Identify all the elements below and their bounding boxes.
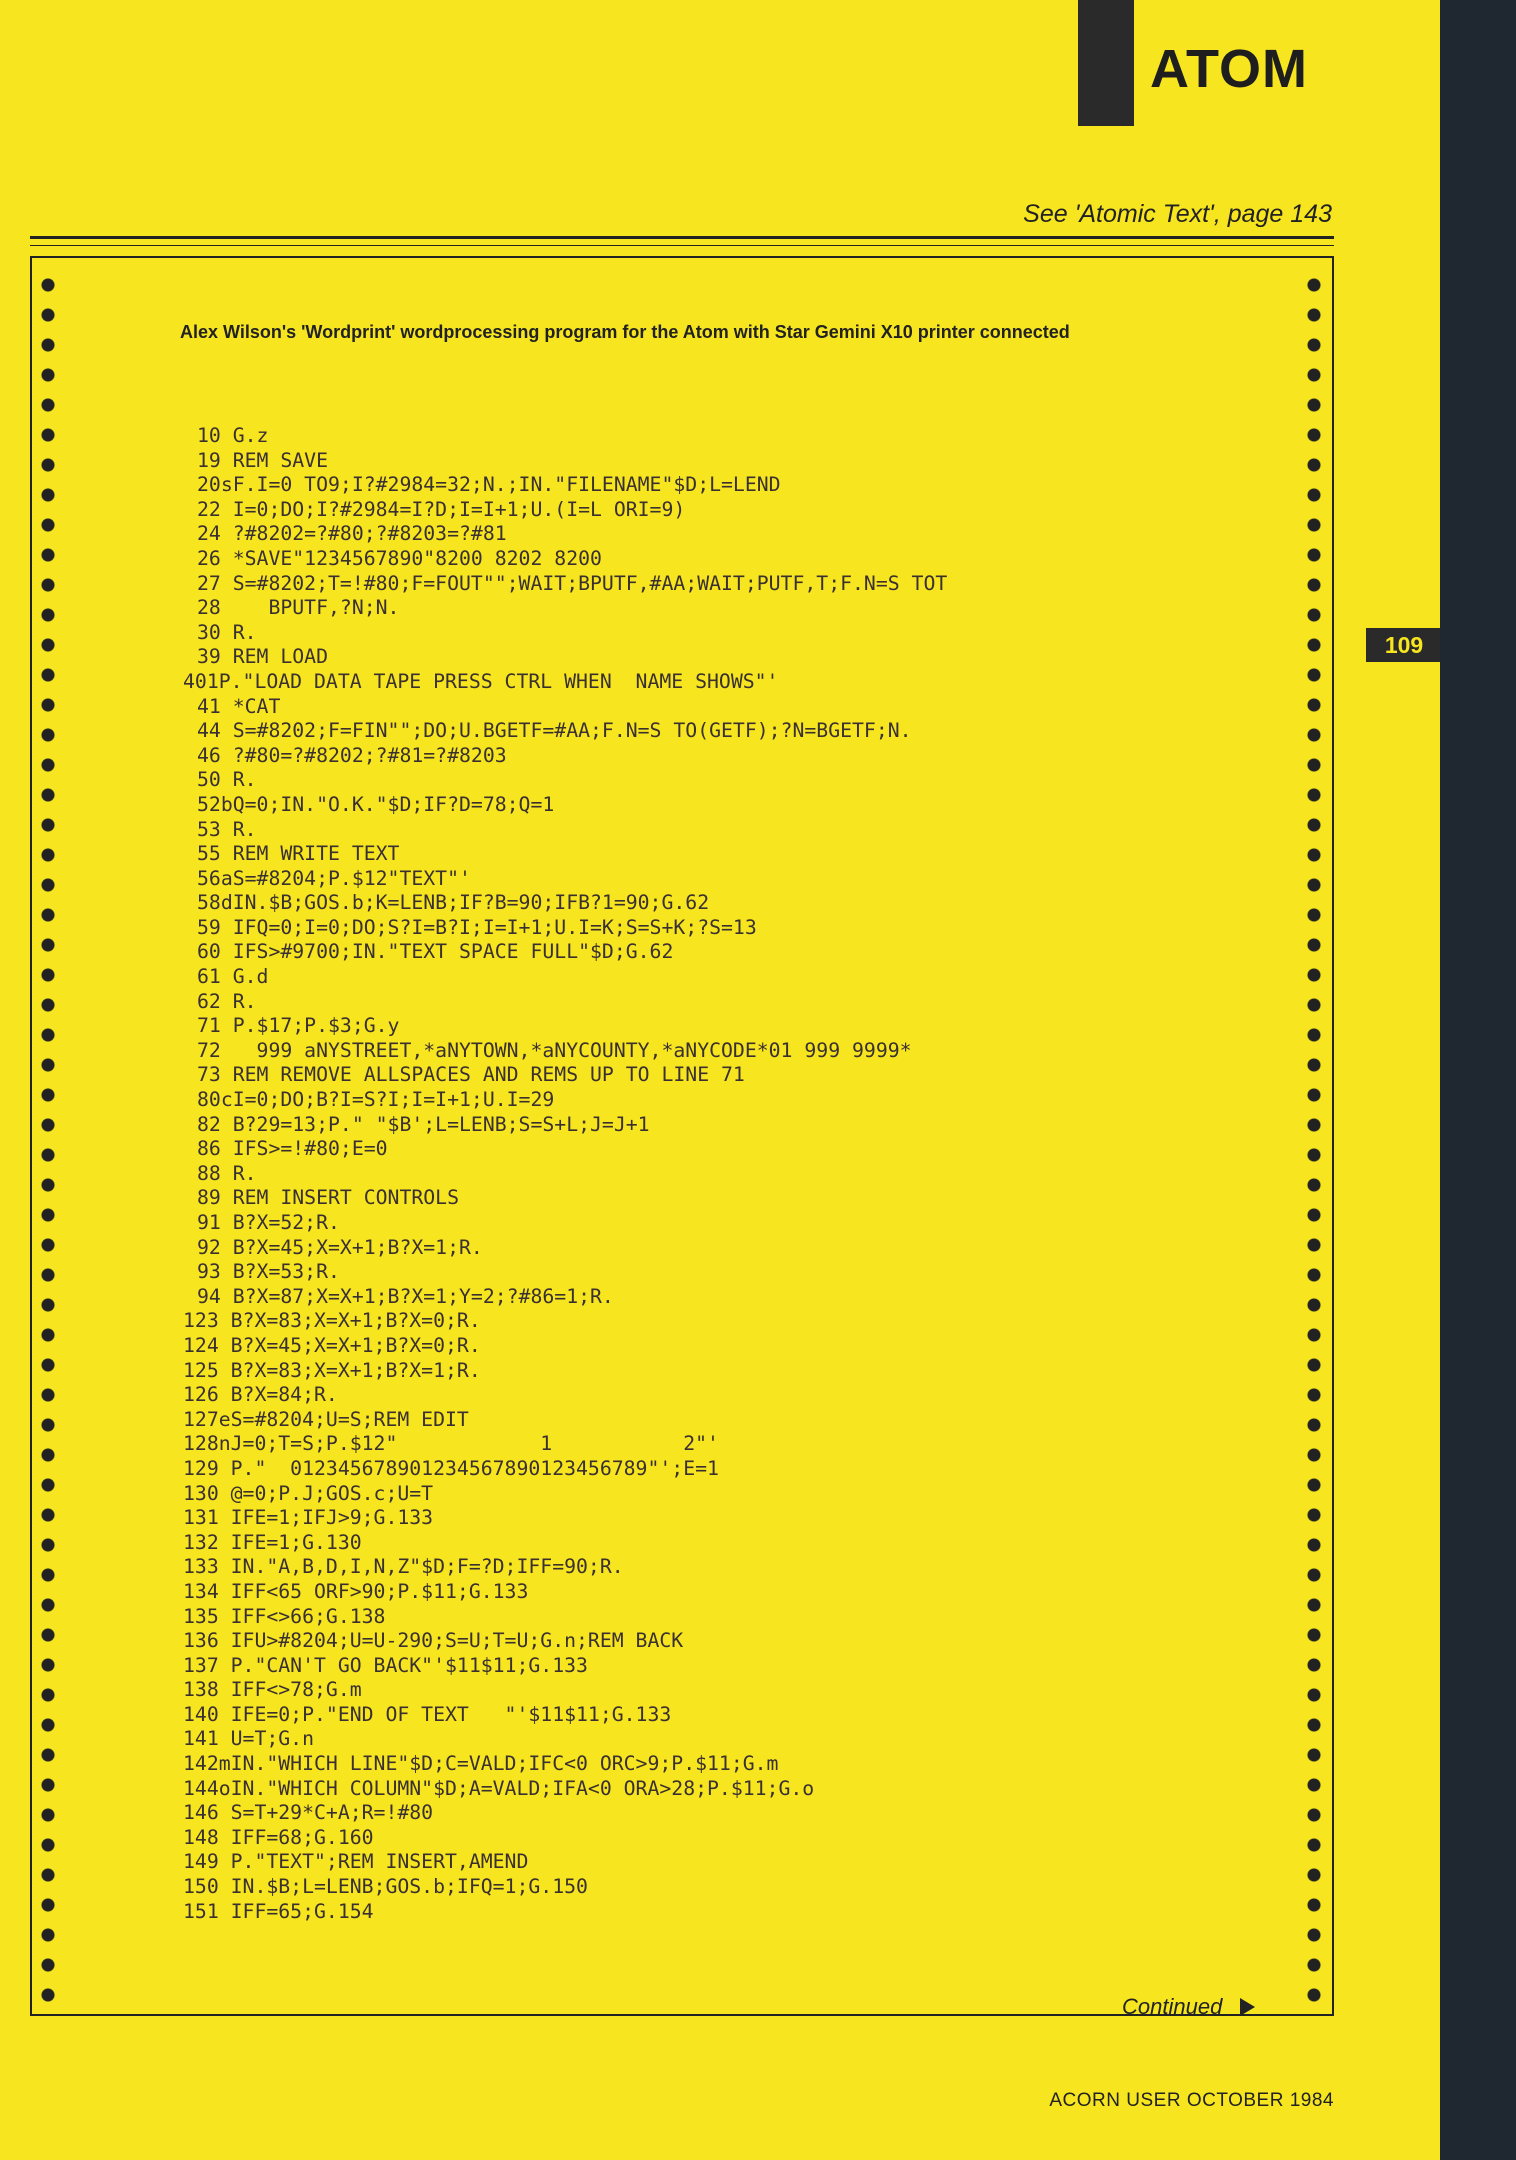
code-line: 60 IFS>#9700;IN."TEXT SPACE FULL"$D;G.62 [197,940,674,964]
code-line: 46 ?#80=?#8202;?#81=?#8203 [197,743,507,767]
code-line: 71 P.$17;P.$3;G.y [197,1014,400,1038]
code-line: 82 B?29=13;P." "$B';L=LENB;S=S+L;J=J+1 [197,1112,650,1136]
code-line: 30 R. [197,620,257,644]
code-line: 133 IN."A,B,D,I,N,Z"$D;F=?D;IFF=90;R. [183,1555,624,1579]
code-line: 73 REM REMOVE ALLSPACES AND REMS UP TO LINE 71 [197,1063,745,1087]
section-tab-bar [1078,0,1134,126]
code-line: 127eS=#8204;U=S;REM EDIT [183,1407,469,1431]
listing-caption: Alex Wilson's 'Wordprint' wordprocessing program for the Atom with Star Gemini X10 printer connected [180,322,1070,342]
code-line: 132 IFE=1;G.130 [183,1530,362,1554]
code-line: 56aS=#8204;P.$12"TEXT"' [197,866,471,890]
code-line: 401P."LOAD DATA TAPE PRESS CTRL WHEN NAME SHOWS"' [183,669,779,693]
code-line: 10 G.z [197,424,269,447]
code-line: 44 S=#8202;F=FIN"";DO;U.BGETF=#AA;F.N=S TO(GETF);?N=BGETF;N. [197,719,912,743]
code-line: 148 IFF=68;G.160 [183,1825,374,1849]
code-line: 92 B?X=45;X=X+1;B?X=1;R. [197,1235,483,1259]
code-line: 130 @=0;P.J;GOS.c;U=T [183,1481,434,1505]
code-line: 24 ?#8202=?#80;?#8203=?#81 [197,522,507,546]
code-line: 94 B?X=87;X=X+1;B?X=1;Y=2;?#86=1;R. [197,1284,614,1308]
code-line: 41 *CAT [197,694,281,718]
code-line: 91 B?X=52;R. [197,1211,340,1234]
code-line: 80cI=0;DO;B?I=S?I;I=I+1;U.I=29 [197,1088,555,1112]
code-line: 134 IFF<65 ORF>90;P.$11;G.133 [183,1579,529,1603]
code-line: 20sF.I=0 TO9;I?#2984=32;N.;IN."FILENAME"$D;L=LEND [197,473,781,497]
code-line: 86 IFS>=!#80;E=0 [197,1137,388,1161]
code-line: 137 P."CAN'T GO BACK"'$11$11;G.133 [183,1653,588,1677]
code-line: 141 U=T;G.n [183,1727,315,1751]
code-line: 19 REM SAVE [197,448,329,472]
code-line: 125 B?X=83;X=X+1;B?X=1;R. [183,1358,481,1382]
tractor-feed-holes-right [1306,270,1322,2010]
code-line: 144oIN."WHICH COLUMN"$D;A=VALD;IFA<0 ORA>28;P.$11;G.o [183,1776,815,1800]
code-line: 151 IFF=65;G.154 [183,1899,374,1923]
code-line: 128nJ=0;T=S;P.$12" 1 2"' [183,1432,719,1456]
section-title: ATOM [1150,39,1308,99]
code-line: 138 IFF<>78;G.m [183,1678,362,1702]
code-line: 59 IFQ=0;I=0;DO;S?I=B?I;I=I+1;U.I=K;S=S+K;?S=13 [197,915,757,939]
code-line: 39 REM LOAD [197,645,329,669]
code-line: 26 *SAVE"1234567890"8200 8202 8200 [197,546,602,570]
code-line: 22 I=0;DO;I?#2984=I?D;I=I+1;U.(I=L ORI=9) [197,497,686,521]
code-line: 55 REM WRITE TEXT [197,842,400,866]
code-line: 123 B?X=83;X=X+1;B?X=0;R. [183,1309,481,1333]
code-line: 131 IFE=1;IFJ>9;G.133 [183,1506,434,1530]
code-line: 72 999 aNYSTREET,*aNYTOWN,*aNYCOUNTY,*aNYCODE*01 999 9999* [197,1038,912,1062]
footer-issue: ACORN USER OCTOBER 1984 [1049,2090,1334,2111]
header-rule-thin [30,245,1334,246]
continued-arrow-icon [1240,1998,1255,2016]
code-line: 129 P." 012345678901234567890123456789"';E=1 [183,1456,719,1480]
code-line: 88 R. [197,1161,257,1185]
code-line: 61 G.d [197,965,269,989]
code-line: 89 REM INSERT CONTROLS [197,1186,460,1210]
code-line: 142mIN."WHICH LINE"$D;C=VALD;IFC<0 ORC>9;P.$11;G.m [183,1752,779,1776]
code-line: 53 R. [197,817,257,841]
code-line: 62 R. [197,989,257,1013]
page-number: 109 [1366,628,1442,662]
code-line: 28 BPUTF,?N;N. [197,596,400,620]
code-line: 58dIN.$B;GOS.b;K=LENB;IF?B=90;IFB?1=90;G.62 [197,891,710,915]
code-line: 146 S=T+29*C+A;R=!#80 [183,1801,434,1825]
code-line: 150 IN.$B;L=LENB;GOS.b;IFQ=1;G.150 [183,1875,588,1899]
code-line: 135 IFF<>66;G.138 [183,1604,386,1628]
header-rule [30,236,1334,239]
code-line: 126 B?X=84;R. [183,1383,338,1407]
code-line: 149 P."TEXT";REM INSERT,AMEND [183,1850,529,1874]
page-edge-background [1440,0,1516,2160]
code-line: 50 R. [197,768,257,792]
code-line: 52bQ=0;IN."O.K."$D;IF?D=78;Q=1 [197,792,555,816]
see-also-reference: See 'Atomic Text', page 143 [1023,200,1332,228]
code-line: 27 S=#8202;T=!#80;F=FOUT"";WAIT;BPUTF,#AA;WAIT;PUTF,T;F.N=S TOT [197,571,948,595]
program-listing [0,424,947,1924]
code-line: 140 IFE=0;P."END OF TEXT "'$11$11;G.133 [183,1702,672,1726]
code-line: 136 IFU>#8204;U=U-290;S=U;T=U;G.n;REM BACK [183,1629,684,1653]
code-line: 93 B?X=53;R. [197,1260,340,1284]
continued-label: Continued [1122,1994,1223,2019]
code-line: 124 B?X=45;X=X+1;B?X=0;R. [183,1333,481,1357]
